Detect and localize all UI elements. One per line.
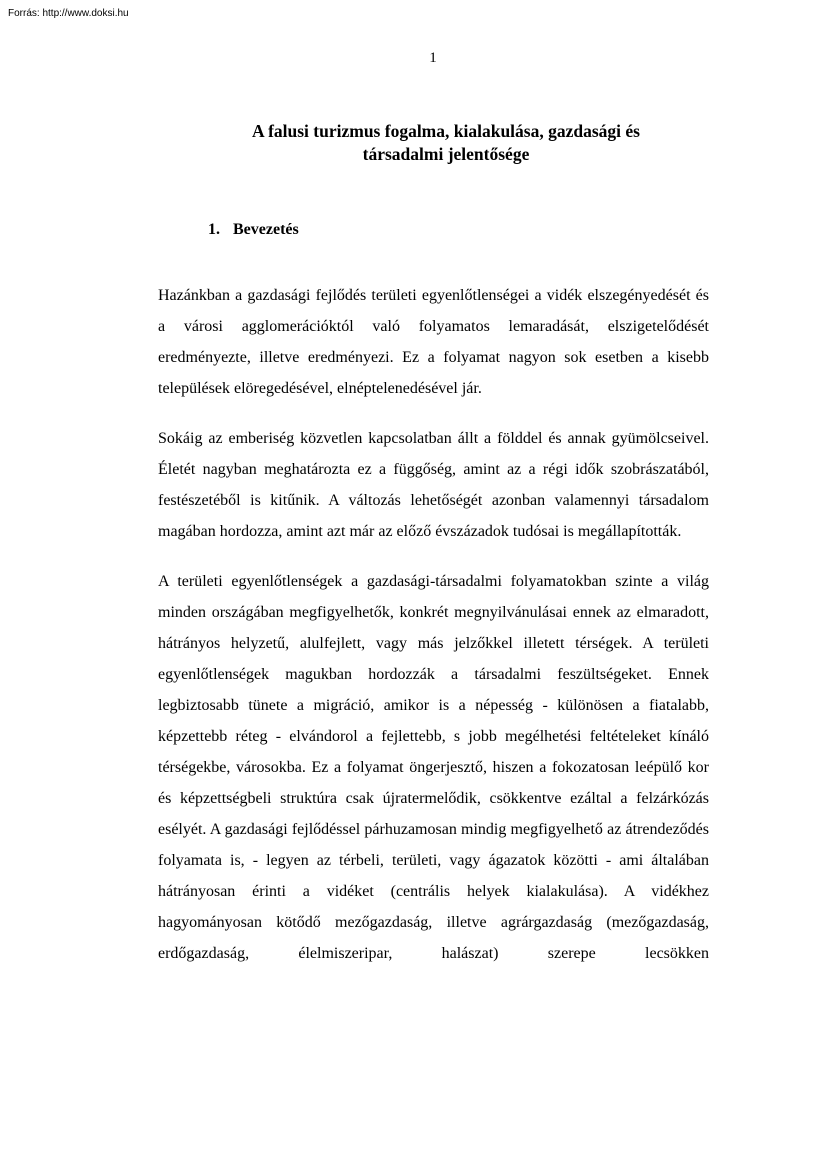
paragraph: A területi egyenlőtlenségek a gazdasági-társadalmi folyamatokban szinte a világ minden országában megfigyelhetők, konkrét megnyilvánulásai ennek az elmaradott, hátrányos helyzetű, alulfejlett, vagy más jelzőkkel illetett térségek. A területi egyenlőtlenségek magukban hordozzák a társadalmi feszültségeket. Ennek legbiztosabb tünete a migráció, amikor is a népesség - különösen a fiatalabb, képzettebb réteg - elvándorol a fejlettebb, s jobb megélhetési feltételeket kínáló térségekbe, városokba. Ez a folyamat öngerjesztő, hiszen a fokozatosan leépülő kor és képzettségbeli struktúra csak újratermelődik, csökkentve ezáltal a felzárkózás esélyét. A gazdasági fejlődéssel párhuzamosan mindig megfigyelhető az átrendeződés folyamata is, - legyen az térbeli, területi, vagy ágazatok közötti - ami általában hátrányosan érinti a vidéket (centrális helyek kialakulása). A vidékhez hagyományosan kötődő mezőgazdaság, illetve agrárgazdaság (mezőgazdaság, erdőgazdaság, élelmiszeripar, halászat) szerepe lecsökken xyxy=(158,573,709,962)
title-line-2: társadalmi jelentősége xyxy=(362,144,530,164)
title-line-1: A falusi turizmus fogalma, kialakulása, gazdasági és xyxy=(252,121,640,141)
section-heading xyxy=(208,221,299,239)
source-url: Forrás: http://www.doksi.hu xyxy=(8,8,129,19)
page-number: 1 xyxy=(429,50,437,66)
paragraph: Sokáig az emberiség közvetlen kapcsolatban állt a földdel és annak gyümölcseivel. Életét nagyban meghatározta ez a függőség, amint az a régi idők szobrászatából, festészetéből is kitűnik. A változás lehetőségét azonban valamennyi társadalom magában hordozza, amint azt már az előző évszázadok tudósai is megállapították. xyxy=(158,430,709,540)
body-text xyxy=(158,280,709,988)
document-title xyxy=(158,120,734,166)
paragraph: Hazánkban a gazdasági fejlődés területi egyenlőtlenségei a vidék elszegényedését és a városi agglomerációktól való folyamatos lemaradását, elszigetelődését eredményezte, illetve eredményezi. Ez a folyamat nagyon sok esetben a kisebb települések elöregedésével, elnéptelenedésével jár. xyxy=(158,287,709,397)
section-title: Bevezetés xyxy=(233,221,299,238)
section-number: 1. xyxy=(208,221,220,238)
